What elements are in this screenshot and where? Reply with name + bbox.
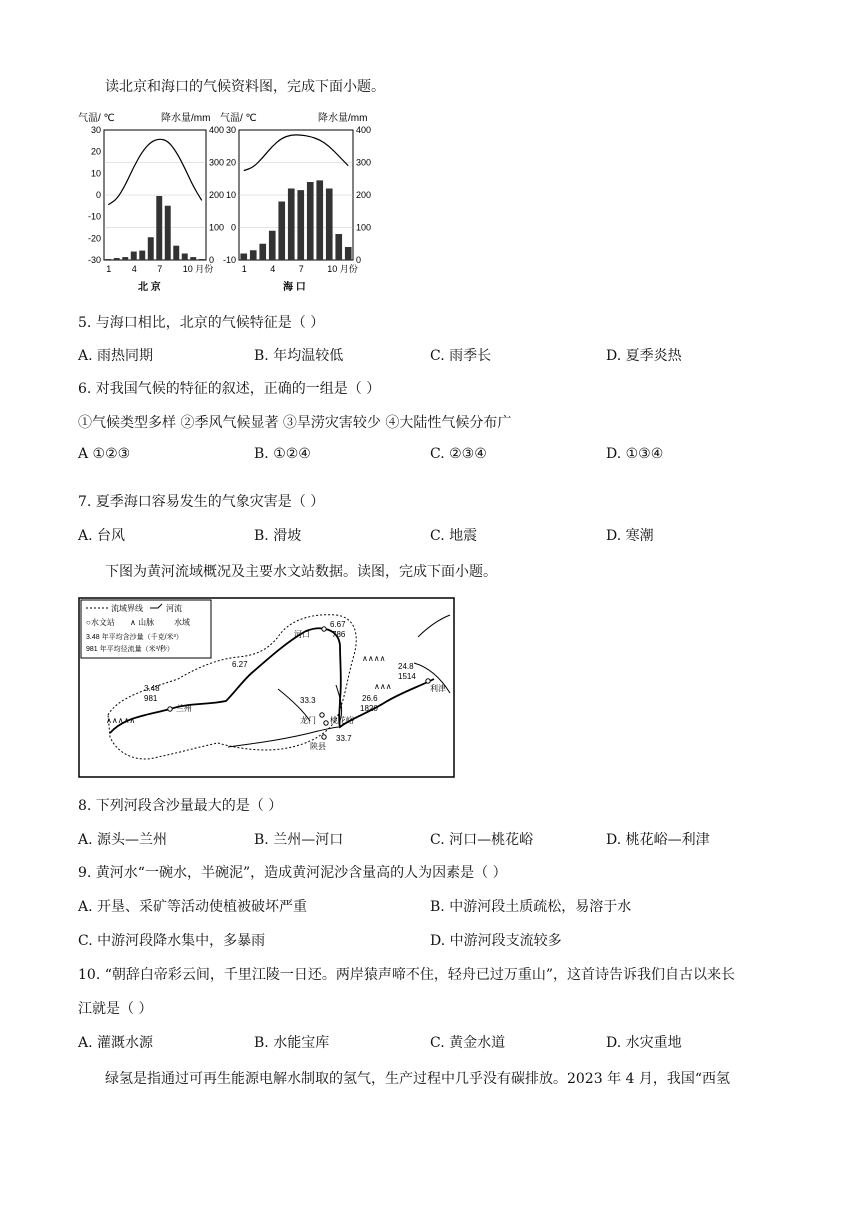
haikou-precip-bar (240, 254, 247, 261)
q5-option-b[interactable]: B. 年均温较低 (254, 348, 344, 364)
q9-option-c[interactable]: C. 中游河段降水集中，多暴雨 (78, 933, 266, 949)
beijing-temp-tick: 0 (95, 190, 101, 200)
haikou-precip-tick: 400 (356, 125, 372, 135)
beijing-chart (78, 111, 224, 293)
station-lijin-sand: 24.8 (398, 662, 414, 671)
haikou-precip-bar (259, 244, 266, 260)
station-taohuayu-sand: 26.6 (362, 694, 378, 703)
beijing-month-tick: 1 (106, 264, 112, 274)
beijing-temp-tick: 20 (90, 146, 101, 157)
legend-river: 河流 (166, 604, 182, 613)
station-taohuayu-flow: 1820 (360, 704, 378, 713)
haikou-month-tick: 10 月份 (327, 264, 358, 274)
beijing-precip-tick: 300 (209, 157, 225, 168)
beijing-precip-bar (148, 237, 154, 260)
haikou-precip-bar (316, 180, 323, 260)
haikou-temp-line (244, 135, 349, 171)
station-lijin-flow: 1514 (398, 672, 416, 681)
q10-stem-line2: 江就是（ ） (78, 1001, 153, 1017)
beijing-precip-bar (131, 252, 137, 260)
station-lanzhou-sand: 3.48 (144, 684, 160, 693)
haikou-precip-bar (288, 189, 295, 261)
beijing-temp-tick: -20 (87, 233, 101, 244)
legend-boundary: 流域界线 (111, 604, 143, 613)
station-lanzhou: 兰州 (176, 704, 192, 713)
q7-option-a[interactable]: A. 台风 (78, 528, 126, 544)
haikou-precip-tick: 200 (356, 190, 372, 200)
q6-option-a[interactable]: A ①②③ (78, 446, 131, 462)
intro-climate: 读北京和海口的气候资料图，完成下面小题。 (105, 79, 385, 95)
beijing-precip-bar (139, 251, 145, 260)
haikou-temp-tick: 30 (225, 125, 236, 135)
haikou-precip-bar (335, 234, 342, 260)
q7-stem: 7. 夏季海口容易发生的气象灾害是（ ） (78, 494, 325, 510)
beijing-temp-axis-label: 气温/ ℃ (78, 113, 115, 124)
q7-option-d[interactable]: D. 寒潮 (606, 528, 654, 544)
beijing-precip-bar (173, 246, 179, 260)
svg-text:∧∧∧: ∧∧∧ (374, 682, 392, 691)
station-hekou-sand: 6.67 (330, 620, 346, 629)
intro-green-hydrogen: 绿氢是指通过可再生能源电解水制取的氢气，生产过程中几乎没有碳排放。2023 年 4 月，我国“西氢 (105, 1071, 731, 1087)
beijing-precip-tick: 200 (209, 190, 225, 200)
haikou-temp-tick: -10 (222, 255, 236, 265)
beijing-precip-axis-label: 降水量/mm (161, 113, 211, 124)
station-unnamed-sand: 6.27 (232, 660, 248, 669)
beijing-precip-bar (114, 258, 120, 260)
beijing-precip-tick: 0 (209, 255, 215, 265)
q10-option-a[interactable]: A. 灌溉水源 (78, 1035, 154, 1051)
q7-option-c[interactable]: C. 地震 (430, 528, 478, 544)
beijing-temp-tick: -10 (87, 211, 101, 222)
haikou-precip-tick: 300 (356, 157, 372, 168)
station-longmen: 龙门 (300, 716, 316, 725)
beijing-temp-tick: 30 (90, 125, 101, 135)
q6-option-b[interactable]: B. ①②④ (254, 446, 311, 462)
beijing-month-tick: 4 (131, 264, 137, 274)
q9-option-b[interactable]: B. 中游河段土质疏松，易溶于水 (430, 899, 632, 915)
haikou-precip-axis-label: 降水量/mm (318, 113, 368, 124)
station-taohuayu: 桃花峪 (330, 716, 354, 725)
beijing-precip-bar (182, 254, 188, 261)
haikou-temp-axis-label: 气温/ ℃ (220, 113, 257, 124)
q6-statements: ①气候类型多样 ②季风气候显著 ③旱涝灾害较少 ④大陆性气候分布广 (78, 415, 512, 431)
station-lanzhou-flow: 981 (144, 694, 158, 703)
station-hekou: 河口 (294, 630, 310, 639)
beijing-month-tick: 7 (157, 264, 163, 274)
haikou-month-tick: 7 (298, 264, 304, 274)
beijing-temp-tick: 10 (90, 168, 101, 179)
beijing-precip-bar (156, 196, 162, 260)
q8-option-a[interactable]: A. 源头—兰州 (78, 832, 168, 848)
beijing-precip-tick: 100 (209, 222, 225, 233)
q10-option-c[interactable]: C. 黄金水道 (430, 1035, 506, 1051)
q5-option-c[interactable]: C. 雨季长 (430, 348, 492, 364)
q8-option-d[interactable]: D. 桃花峪—利津 (606, 832, 710, 848)
haikou-precip-bar (297, 190, 304, 260)
beijing-precip-bar (190, 257, 196, 260)
q9-option-a[interactable]: A. 开垦、采矿等活动使植被破坏严重 (78, 899, 308, 915)
haikou-precip-bar (269, 231, 276, 260)
svg-text:∧∧∧∧: ∧∧∧∧ (362, 654, 386, 663)
q5-stem: 5. 与海口相比，北京的气候特征是（ ） (78, 315, 325, 331)
station-lijin: 利津 (430, 684, 446, 693)
haikou-chart (220, 111, 371, 293)
beijing-month-tick: 10 月份 (182, 264, 214, 274)
haikou-temp-tick: 10 (225, 190, 236, 200)
beijing-precip-bar (122, 257, 128, 260)
svg-text:∧∧∧∧∧: ∧∧∧∧∧ (106, 716, 136, 725)
q9-option-d[interactable]: D. 中游河段支流较多 (430, 933, 562, 949)
beijing-precip-tick: 400 (209, 125, 225, 135)
q7-option-b[interactable]: B. 滑坡 (254, 528, 302, 544)
q5-option-d[interactable]: D. 夏季炎热 (606, 348, 682, 364)
q10-option-b[interactable]: B. 水能宝库 (254, 1035, 330, 1051)
q6-stem: 6. 对我国气候的特征的叙述，正确的一组是（ ） (78, 381, 381, 397)
haikou-temp-tick: 20 (225, 157, 236, 168)
legend-sand: 3.48 年平均含沙量（千克/米³） (86, 634, 183, 641)
q6-option-d[interactable]: D. ①③④ (606, 446, 664, 462)
haikou-precip-tick: 100 (356, 222, 372, 233)
haikou-precip-bar (326, 189, 333, 261)
q5-option-a[interactable]: A. 雨热同期 (78, 348, 154, 364)
map-legend (81, 600, 211, 658)
q10-option-d[interactable]: D. 水灾重地 (606, 1035, 682, 1051)
station-longmen-sand: 33.3 (300, 696, 316, 705)
legend-flow: 981 年平均径流量（米³/秒） (86, 646, 174, 653)
intro-yellow-river: 下图为黄河流域概况及主要水文站数据。读图，完成下面小题。 (105, 564, 497, 580)
beijing-precip-bar (165, 206, 171, 260)
q10-stem-line1: 10. “朝辞白帝彩云间，千里江陵一日还。两岸猿声啼不住，轻舟已过万重山”，这首诗告诉我们自古以来长 (78, 967, 736, 983)
haikou-precip-bar (345, 247, 352, 260)
haikou-precip-bar (250, 250, 257, 260)
haikou-month-tick: 1 (241, 264, 247, 274)
climate-charts (78, 108, 408, 298)
station-shanxian: 陕县 (310, 742, 326, 751)
legend-mountain: ∧ 山脉 (130, 618, 155, 627)
q6-option-c[interactable]: C. ②③④ (430, 446, 487, 462)
haikou-precip-tick: 0 (356, 255, 362, 265)
haikou-precip-bar (278, 202, 285, 261)
legend-station: ○水文站 (86, 618, 115, 627)
beijing-name: 北 京 (138, 282, 161, 293)
q8-option-c[interactable]: C. 河口—桃花峪 (430, 832, 534, 848)
q8-stem: 8. 下列河段含沙量最大的是（ ） (78, 798, 283, 814)
haikou-month-tick: 4 (270, 264, 276, 274)
q9-stem: 9. 黄河水“一碗水，半碗泥”，造成黄河泥沙含量高的人为因素是（ ） (78, 865, 507, 881)
beijing-temp-tick: -30 (87, 255, 101, 265)
station-hekou-flow: 786 (332, 630, 346, 639)
q8-option-b[interactable]: B. 兰州—河口 (254, 832, 344, 848)
yellow-river-map (78, 597, 456, 779)
haikou-temp-tick: 0 (230, 222, 236, 233)
station-shanxian-sand: 33.7 (336, 734, 352, 743)
beijing-precip-bar (199, 259, 205, 260)
haikou-name: 海 口 (283, 282, 306, 293)
haikou-precip-bar (307, 182, 314, 260)
beijing-precip-bar (105, 259, 111, 260)
legend-water: 水域 (174, 618, 190, 627)
